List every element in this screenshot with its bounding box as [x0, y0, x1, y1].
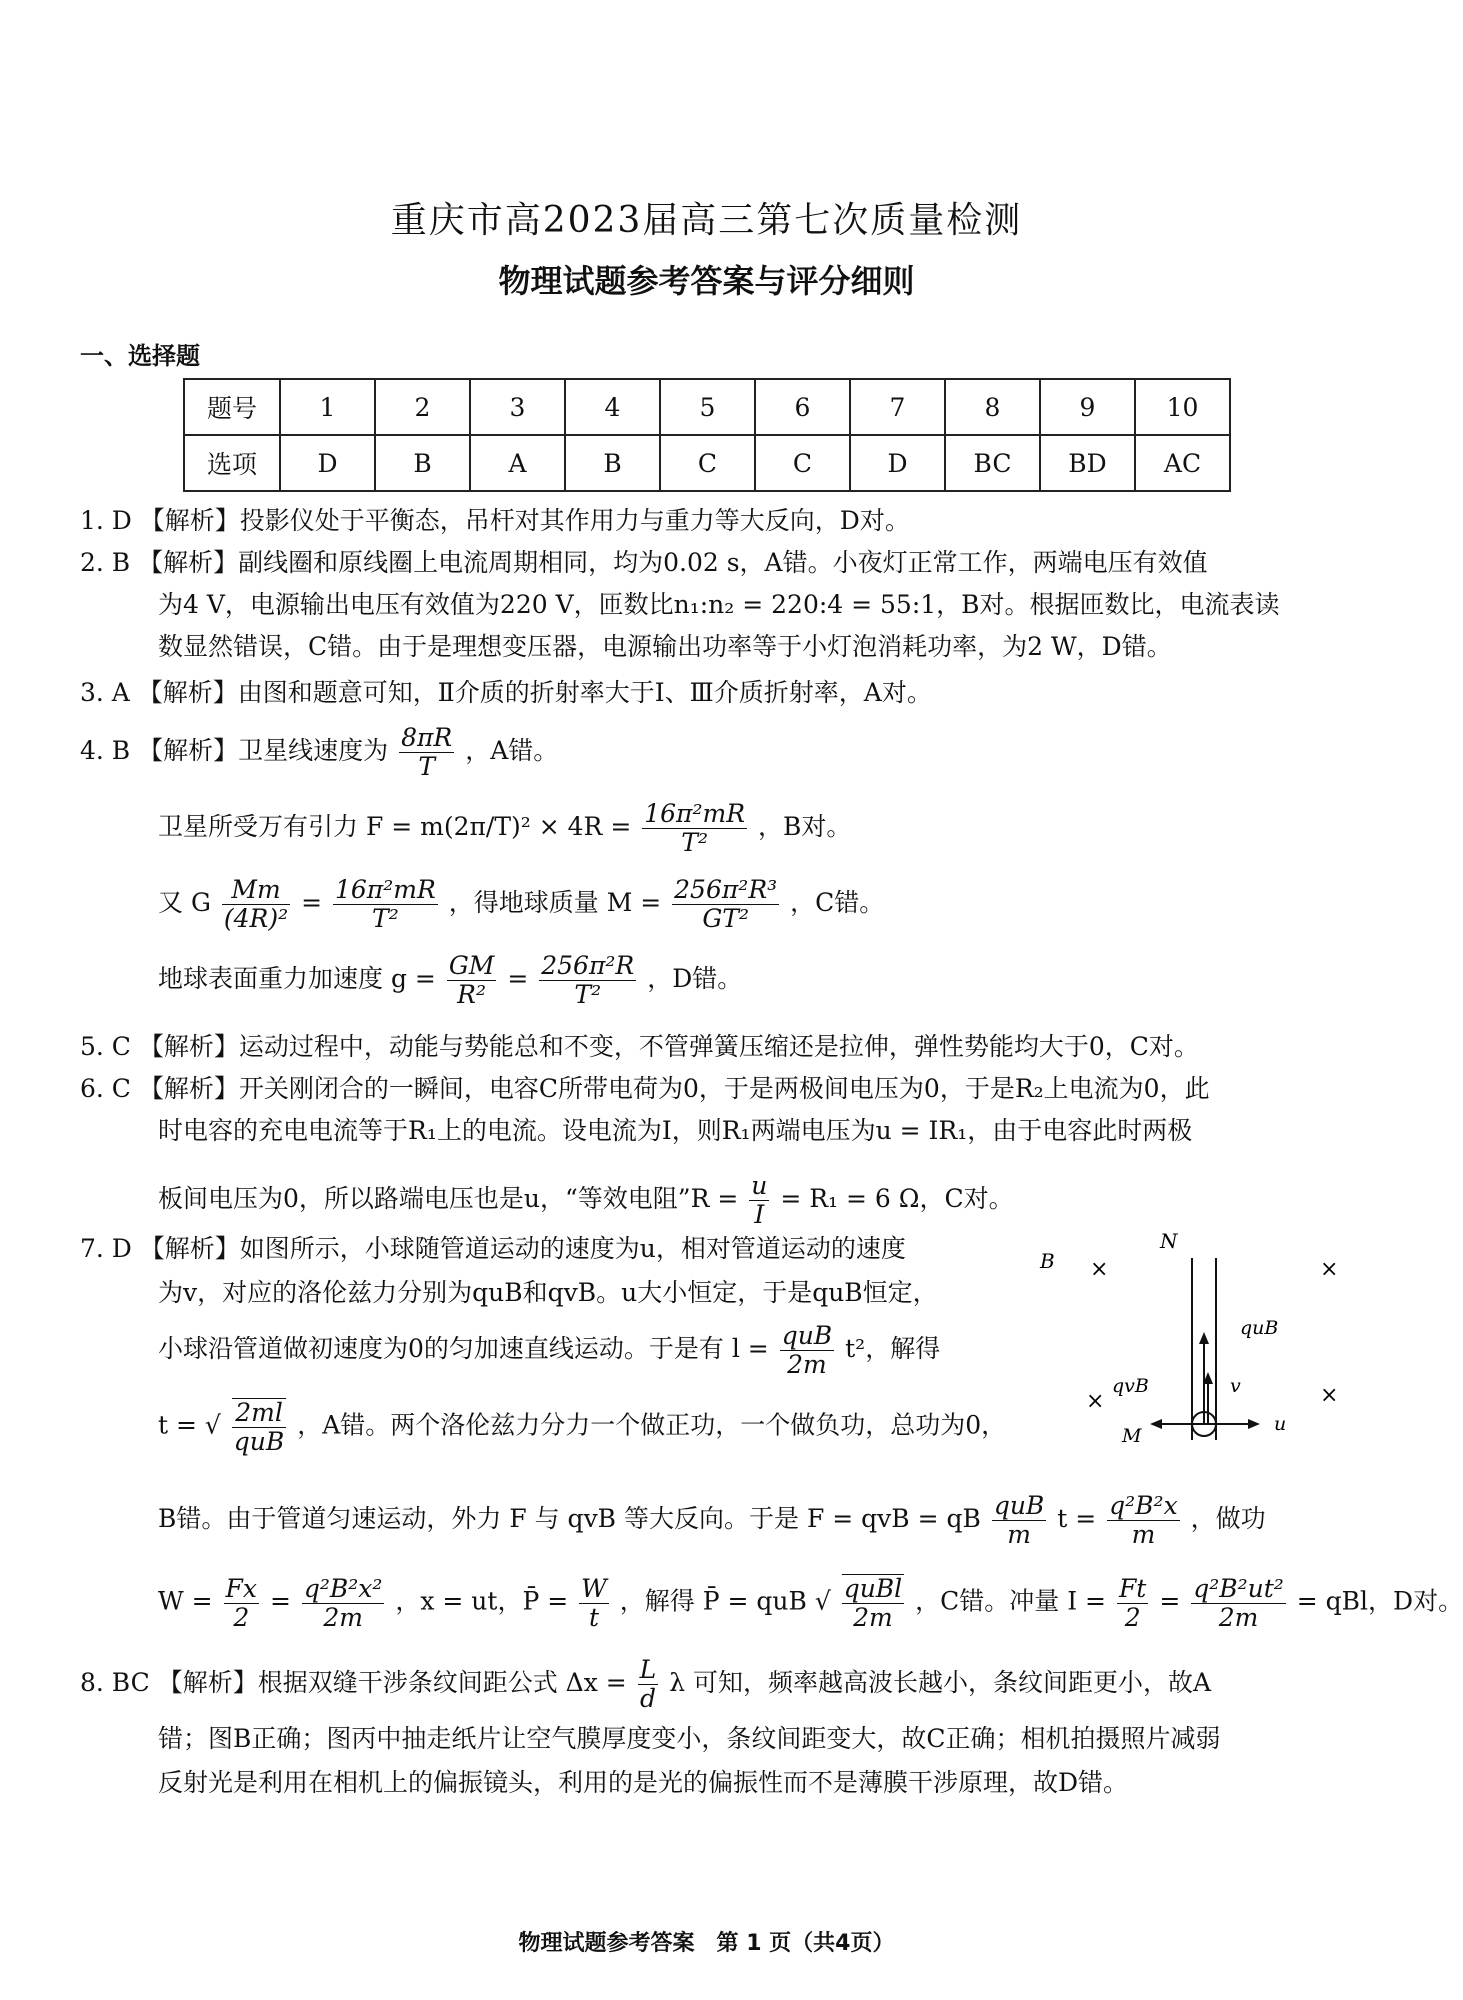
- table-cell: 10: [1135, 379, 1230, 435]
- q4-line-2: [158, 800, 851, 857]
- page-footer: 物理试题参考答案 第 1 页（共4页）: [518, 1931, 895, 1956]
- fraction-numerator: quB: [993, 1491, 1045, 1520]
- fraction-denominator: quB: [233, 1427, 285, 1456]
- q7-text: ，x = ut，P̄ =: [395, 1586, 569, 1616]
- table-cell: 9: [1040, 379, 1135, 435]
- fraction-numerator: Ft: [1118, 1573, 1147, 1603]
- fraction: [447, 952, 497, 1009]
- fraction-numerator: 16π²mR: [335, 875, 436, 904]
- fraction: [302, 1575, 385, 1632]
- table-cell: C: [755, 435, 850, 491]
- q4-text: ，D错。: [647, 964, 743, 993]
- q7-line-1: 7. D 【解析】如图所示，小球随管道运动的速度为u，相对管道运动的速度: [80, 1234, 906, 1263]
- q6-line-2: 时电容的充电电流等于R₁上的电流。设电流为I，则R₁两端电压为u = IR₁，由于电容此时两极: [158, 1116, 1193, 1145]
- q4-text: =: [301, 888, 323, 917]
- table-cell: A: [470, 435, 565, 491]
- table-cell: D: [280, 435, 375, 491]
- q5-line: 5. C 【解析】运动过程中，动能与势能总和不变，不管弹簧压缩还是拉伸，弹性势能均大于0，C对。: [80, 1032, 1199, 1061]
- label-M: M: [1122, 1425, 1142, 1447]
- quB-arrow-head: [1199, 1332, 1209, 1344]
- fraction-numerator: 256π²R³: [674, 875, 778, 904]
- fraction-denominator: t: [588, 1602, 599, 1632]
- q7-line-3: [158, 1322, 940, 1379]
- table-cell: BD: [1040, 435, 1135, 491]
- q7-text: ，解得 P̄ = quB √: [619, 1586, 831, 1616]
- fraction: [224, 1575, 259, 1632]
- fraction: [1107, 1492, 1180, 1549]
- q4-text: =: [507, 964, 529, 993]
- field-cross: ×: [1086, 1389, 1105, 1414]
- fraction-numerator: q²B²ut²: [1193, 1573, 1284, 1603]
- table-cell: 3: [470, 379, 565, 435]
- fraction: [222, 876, 290, 933]
- table-header-cell: 选项: [184, 435, 280, 491]
- fraction: [539, 952, 636, 1009]
- table-cell: BC: [945, 435, 1040, 491]
- field-cross: ×: [1320, 1257, 1339, 1282]
- q4-line-1: [80, 724, 558, 781]
- q6-text: = R₁ = 6 Ω，C对。: [780, 1184, 1014, 1213]
- q4-text: ，C错。: [790, 888, 885, 917]
- q7-line-4: [158, 1398, 1006, 1456]
- fraction-denominator: R²: [457, 980, 487, 1009]
- fraction-denominator: 2m: [787, 1350, 827, 1379]
- q8-line-2: 错；图B正确；图丙中抽走纸片让空气膜厚度变小，条纹间距变大，故C正确；相机拍摄照片减弱: [158, 1724, 1221, 1753]
- fraction-numerator: 2ml: [232, 1399, 286, 1428]
- q7-text: ，做功: [1190, 1504, 1266, 1533]
- q6-line-1: 6. C 【解析】开关刚闭合的一瞬间，电容C所带电荷为0，于是两极间电压为0，于是R₂上电流为0，此: [80, 1074, 1210, 1103]
- doc-subtitle: 物理试题参考答案与评分细则: [498, 262, 915, 300]
- fraction-denominator: T²: [681, 828, 708, 857]
- fraction-denominator: m: [1007, 1520, 1031, 1549]
- q4-line-3: [158, 876, 884, 933]
- q7-text: t =: [1057, 1504, 1097, 1533]
- fraction-denominator: 2m: [853, 1603, 893, 1632]
- q7-text: t²，解得: [845, 1334, 941, 1363]
- q7-text: t = √: [158, 1410, 221, 1440]
- table-cell: 4: [565, 379, 660, 435]
- fraction-numerator: quB: [781, 1321, 833, 1350]
- fraction-numerator: L: [639, 1655, 657, 1684]
- fraction-denominator: (4R)²: [223, 904, 289, 933]
- table-cell: 2: [375, 379, 470, 435]
- qvB-arrow-head: [1150, 1419, 1162, 1429]
- q4-line-4: [158, 952, 742, 1009]
- fraction-denominator: GT²: [702, 904, 749, 933]
- doc-title: 重庆市高2023届高三第七次质量检测: [390, 200, 1023, 241]
- fraction-denominator: T²: [372, 904, 399, 933]
- fraction-denominator: T²: [574, 980, 602, 1009]
- q6-text: 板间电压为0，所以路端电压也是u，“等效电阻”R =: [158, 1184, 739, 1213]
- fraction-numerator: Fx: [225, 1573, 257, 1603]
- q7-line-5: [158, 1492, 1266, 1549]
- tube-label-N: N: [1160, 1229, 1178, 1253]
- q4-text: 地球表面重力加速度 g =: [158, 964, 436, 993]
- q4-text: ，B对。: [757, 812, 852, 841]
- q7-text: W =: [158, 1586, 213, 1616]
- table-cell: 6: [755, 379, 850, 435]
- fraction: [642, 800, 747, 857]
- label-v: v: [1230, 1375, 1241, 1397]
- fraction-numerator: u: [751, 1171, 768, 1200]
- q8-text: λ 可知，频率越高波长越小，条纹间距更小，故A: [669, 1668, 1212, 1697]
- q7-text: =: [269, 1586, 291, 1616]
- q4-text: ，A错。: [465, 736, 559, 765]
- q7-text: 小球沿管道做初速度为0的匀加速直线运动。于是有 l =: [158, 1334, 769, 1363]
- q7-text: ，A错。两个洛伦兹力分力一个做正功，一个做负功，总功为0，: [297, 1410, 1007, 1440]
- q1-line: 1. D 【解析】投影仪处于平衡态，吊杆对其作用力与重力等大反向，D对。: [80, 506, 910, 535]
- fraction-denominator: m: [1131, 1520, 1156, 1549]
- q7-magnetic-field-figure: [1030, 1220, 1350, 1460]
- table-cell: B: [565, 435, 660, 491]
- q3-line: 3. A 【解析】由图和题意可知，Ⅱ介质的折射率大于Ⅰ、Ⅲ介质折射率，A对。: [80, 678, 932, 707]
- fraction-numerator: 256π²R: [541, 951, 635, 980]
- fraction-denominator: T: [418, 752, 435, 781]
- fraction: [672, 876, 779, 933]
- fraction-numerator: q²B²x²: [303, 1573, 383, 1603]
- fraction: [579, 1575, 609, 1632]
- q6-line-3: [158, 1172, 1014, 1229]
- field-cross: ×: [1090, 1257, 1109, 1282]
- q2-line-1: 2. B 【解析】副线圈和原线圈上电流周期相同，均为0.02 s，A错。小夜灯正常工作，两端电压有效值: [80, 548, 1208, 577]
- field-cross: ×: [1320, 1383, 1339, 1408]
- q8-line-1: [80, 1656, 1211, 1713]
- q4-text: 又 G: [158, 888, 211, 917]
- fraction-denominator: I: [754, 1200, 765, 1229]
- answer-table-number-row: [184, 379, 1230, 435]
- fraction-numerator: 8πR: [401, 723, 453, 752]
- table-cell: B: [375, 435, 470, 491]
- fraction: [842, 1574, 904, 1632]
- fraction-denominator: 2m: [323, 1602, 363, 1632]
- fraction: [232, 1398, 286, 1456]
- fraction: [1191, 1575, 1286, 1632]
- q7-line-2: 为v，对应的洛伦兹力分别为quB和qvB。u大小恒定，于是quB恒定，: [158, 1278, 938, 1307]
- q2-line-2: 为4 V，电源输出电压有效值为220 V，匝数比n₁:n₂ = 220:4 = 55:1，B对。根据匝数比，电流表读: [158, 590, 1280, 619]
- section-heading: 一、选择题: [80, 342, 200, 370]
- q4-text: ，得地球质量 M =: [448, 888, 662, 917]
- q7-text: B错。由于管道匀速运动，外力 F 与 qvB 等大反向。于是 F = qvB = qB: [158, 1504, 981, 1533]
- table-cell: D: [850, 435, 945, 491]
- fraction-denominator: 2: [233, 1602, 250, 1632]
- fraction-numerator: Mm: [222, 876, 290, 905]
- table-cell: 7: [850, 379, 945, 435]
- fraction: [638, 1656, 659, 1713]
- fraction-denominator: d: [639, 1684, 656, 1713]
- q7-text: = qBl，D对。: [1296, 1586, 1463, 1616]
- table-header-cell: 题号: [184, 379, 280, 435]
- fraction: [780, 1322, 834, 1379]
- table-cell: C: [660, 435, 755, 491]
- table-cell: 1: [280, 379, 375, 435]
- fraction: [749, 1172, 769, 1229]
- label-u: u: [1274, 1413, 1287, 1435]
- u-arrow-head: [1248, 1419, 1260, 1429]
- q7-text: =: [1159, 1586, 1181, 1616]
- fraction: [399, 724, 454, 781]
- fraction-numerator: 16π²mR: [644, 799, 746, 828]
- fraction-numerator: q²B²x: [1109, 1491, 1178, 1520]
- fraction: [1117, 1575, 1148, 1632]
- table-cell: 8: [945, 379, 1040, 435]
- table-cell: AC: [1135, 435, 1230, 491]
- fraction-numerator: GM: [448, 951, 495, 980]
- fraction: [992, 1492, 1046, 1549]
- q4-text: 4. B 【解析】卫星线速度为: [80, 736, 389, 765]
- q4-text: 卫星所受万有引力 F = m(2π/T)² × 4R =: [158, 812, 632, 841]
- answer-table-answer-row: [184, 435, 1230, 491]
- q7-text: ，C错。冲量 I =: [915, 1586, 1106, 1616]
- field-label-B: B: [1040, 1249, 1055, 1273]
- q8-line-3: 反射光是利用在相机上的偏振镜头，利用的是光的偏振性而不是薄膜干涉原理，故D错。: [158, 1768, 1129, 1797]
- fraction-denominator: 2: [1124, 1602, 1141, 1632]
- label-quB: quB: [1240, 1317, 1279, 1339]
- q8-text: 8. BC 【解析】根据双缝干涉条纹间距公式 Δx =: [80, 1668, 627, 1697]
- q2-line-3: 数显然错误，C错。由于是理想变压器，电源输出功率等于小灯泡消耗功率，为2 W，D错。: [158, 632, 1172, 661]
- answer-table: [183, 378, 1231, 492]
- fraction-denominator: 2m: [1218, 1602, 1259, 1632]
- q7-line-6: [158, 1574, 1463, 1632]
- fraction: [333, 876, 438, 933]
- table-cell: 5: [660, 379, 755, 435]
- fraction-numerator: W: [581, 1573, 607, 1603]
- fraction-numerator: quBl: [843, 1574, 903, 1603]
- label-qvB: qvB: [1112, 1375, 1149, 1397]
